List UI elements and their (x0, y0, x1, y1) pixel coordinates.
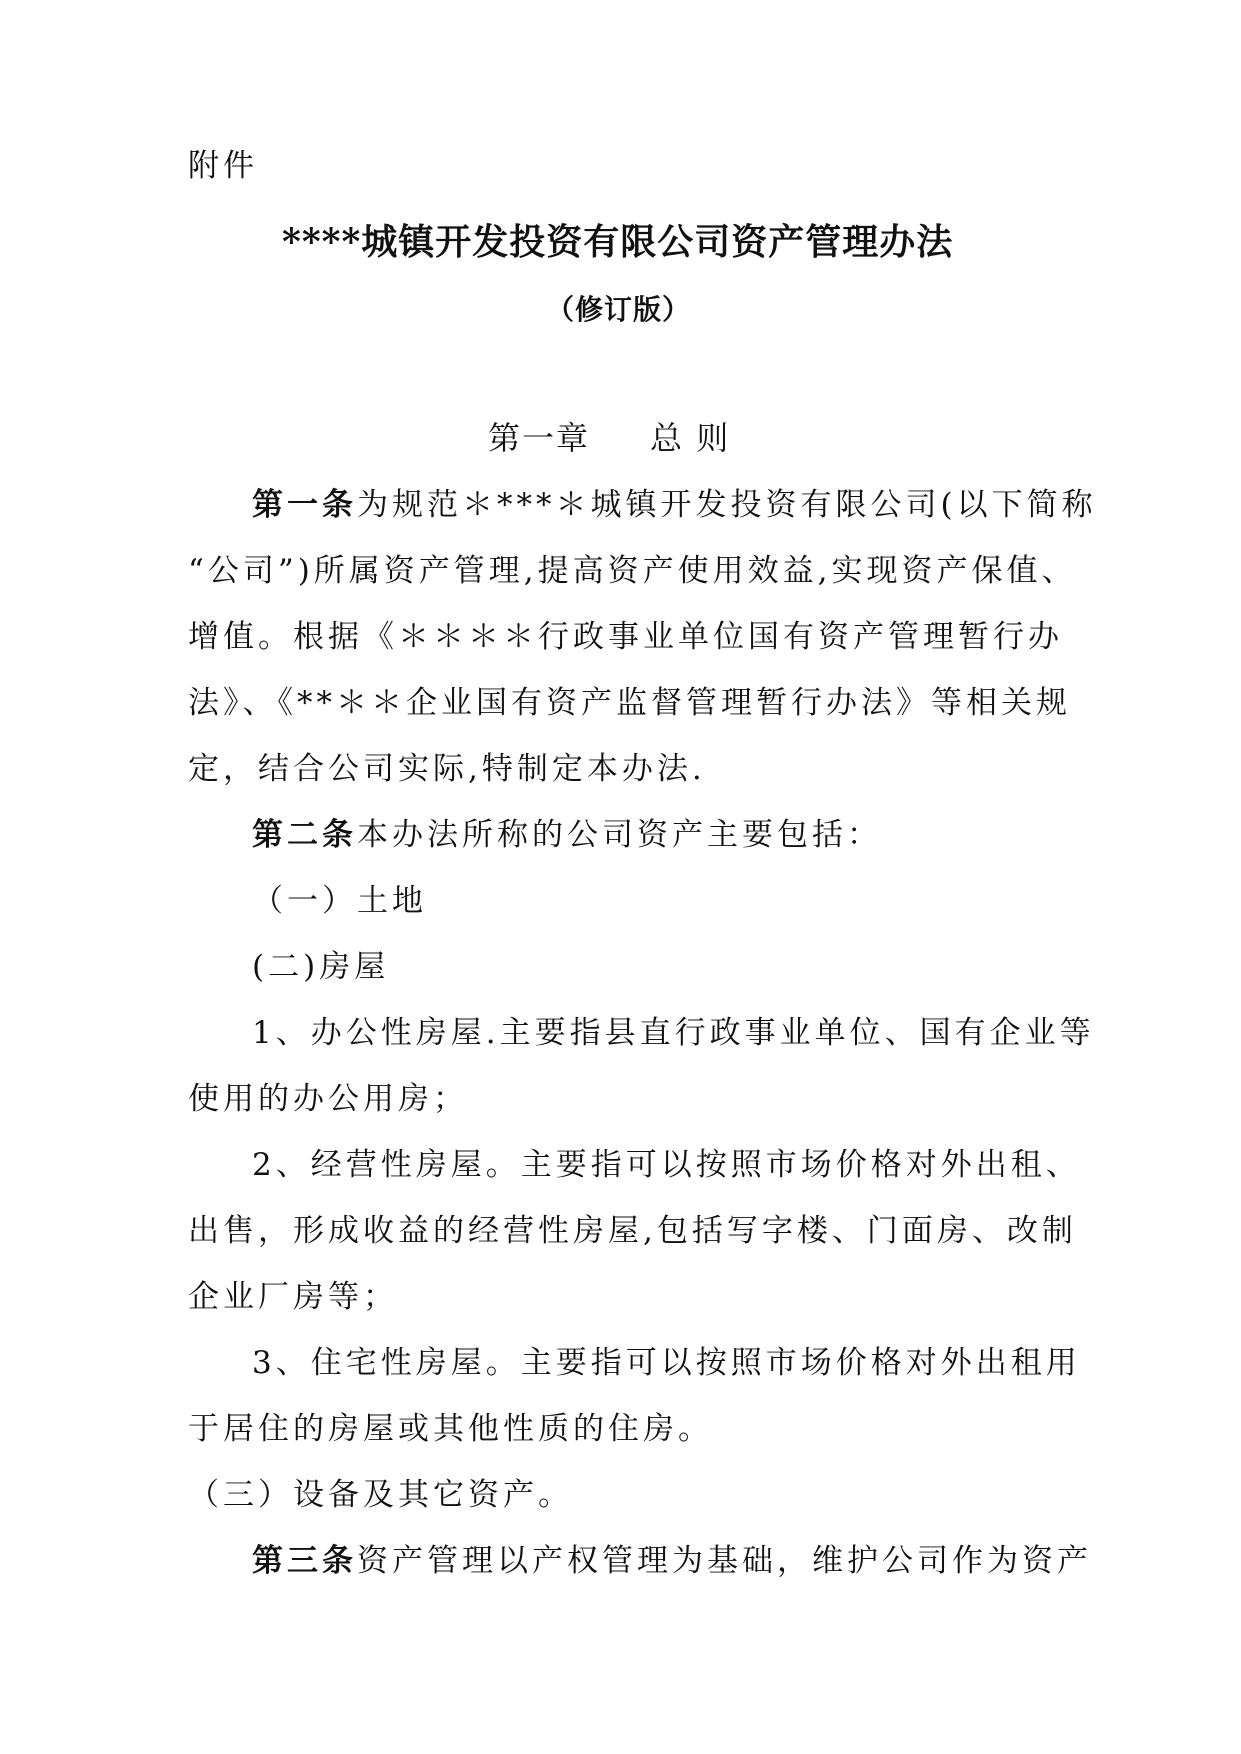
article-3-line-1 (252, 1541, 1092, 1581)
article-3-text: 资产管理以产权管理为基础，维护公司作为资产 (357, 1543, 1092, 1579)
chapter-number: 第一章 (488, 419, 591, 457)
sub-item-2-line-2: 出售，形成收益的经营性房屋,包括写字楼、门面房、改制 (188, 1213, 1077, 1249)
chapter-heading (488, 418, 730, 458)
article-1-line-5: 定，结合公司实际,特制定本办法. (188, 751, 706, 787)
article-1-text: 为规范＊***＊城镇开发投资有限公司(以下简称 (357, 487, 1097, 523)
article-1-label: 第一条 (252, 487, 357, 523)
sub-item-3-line-1: 3、住宅性房屋。主要指可以按照市场价格对外出租用 (252, 1345, 1081, 1381)
article-2-line-1 (252, 815, 882, 855)
article-2-text: 本办法所称的公司资产主要包括： (357, 817, 882, 853)
attachment-label: 附件 (188, 148, 258, 184)
sub-item-3-line-2: 于居住的房屋或其他性质的住房。 (188, 1411, 713, 1447)
sub-item-1-line-1: 1、办公性房屋.主要指县直行政事业单位、国有企业等 (252, 1015, 1095, 1051)
sub-item-2-line-3: 企业厂房等； (188, 1279, 398, 1315)
article-1-line-2: “公司”)所属资产管理,提高资产使用效益,实现资产保值、 (188, 553, 1077, 589)
document-title: ****城镇开发投资有限公司资产管理办法 (282, 221, 954, 263)
list-item-land: （一）土地 (252, 883, 427, 919)
article-1-line-4: 法》、《**＊＊企业国有资产监督管理暂行办法》等相关规 (188, 685, 1071, 721)
sub-item-1-line-2: 使用的办公用房； (188, 1081, 468, 1117)
chapter-title: 总 则 (650, 419, 731, 457)
document-subtitle: （修订版） (546, 293, 692, 326)
article-2-label: 第二条 (252, 817, 357, 853)
list-item-equipment: （三）设备及其它资产。 (188, 1477, 573, 1513)
list-item-housing: (二)房屋 (252, 949, 390, 985)
article-1-line-3: 增值。根据《＊＊＊＊行政事业单位国有资产管理暂行办 (188, 619, 1063, 655)
sub-item-2-line-1: 2、经营性房屋。主要指可以按照市场价格对外出租、 (252, 1147, 1081, 1183)
article-3-label: 第三条 (252, 1543, 357, 1579)
article-1-line-1 (252, 485, 1097, 525)
